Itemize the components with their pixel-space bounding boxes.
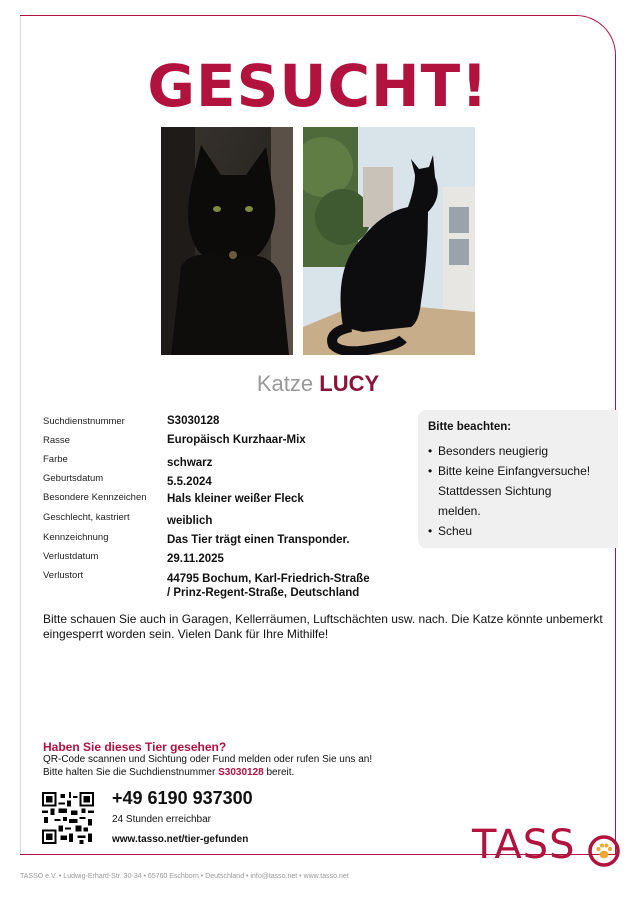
notes-item-continued: Stattdessen Sichtung [438,484,552,498]
detail-value: S3030128 [167,415,220,427]
detail-label: Besondere Kennzeichen [43,492,147,503]
poster-title: GESUCHT! [147,52,489,120]
notes-item: • Scheu [428,521,608,541]
detail-label: Kennzeichnung [43,532,109,543]
contact-heading: Haben Sie dieses Tier gesehen? [43,740,227,754]
notes-item-continued: melden. [438,504,481,518]
bullet: • [428,524,433,538]
detail-value-line1: 44795 Bochum, Karl-Friedrich-Straße [167,573,370,585]
animal-species: Katze [256,371,314,396]
detail-value: Das Tier trägt einen Transponder. [167,534,350,546]
logo-text: TASS [472,822,576,868]
contact-reference-number: S3030128 [218,767,264,778]
cat-photo-2 [303,127,475,355]
detail-value: Hals kleiner weißer Fleck [167,493,304,505]
notes-title: Bitte beachten: [428,421,512,433]
detail-label: Verlustdatum [43,551,99,562]
bullet: • [428,444,433,458]
notes-item: • Besonders neugierig [428,441,608,461]
notes-list [428,441,608,541]
detail-label: Geburtsdatum [43,473,104,484]
animal-name [0,371,636,397]
detail-label: Rasse [43,435,70,446]
detail-label: Farbe [43,454,68,465]
detail-value: weiblich [167,515,213,527]
website-link[interactable]: www.tasso.net/tier-gefunden [112,834,249,845]
detail-label: Verlustort [43,570,84,581]
detail-value: schwarz [167,457,213,469]
detail-value: 5.5.2024 [167,476,212,488]
detail-value: Europäisch Kurzhaar-Mix [167,434,306,446]
animal-call-name: LUCY [319,371,380,396]
detail-label: Geschlecht, kastriert [43,512,130,523]
phone-number[interactable]: +49 6190 937300 [112,788,253,808]
footer-address: TASSO e.V. • Ludwig-Erhard-Str. 30-34 • 65760 Eschborn • Deutschland • info@tasso.net • www.tasso.net [20,873,349,880]
notes-item: • Bitte keine Einfangversuche! [428,461,608,481]
qr-code-icon[interactable] [42,792,94,844]
contact-reference: Bitte halten Sie die Suchdienstnummer S3030128 bereit. [43,767,295,778]
tasso-logo [472,822,622,878]
detail-label: Suchdienstnummer [43,416,125,427]
description: Bitte schauen Sie auch in Garagen, Kellerräumen, Luftschächten usw. nach. Die Katze könnte unbemerkt eingesperrt worden sein. Vielen Dank für Ihre Mithilfe! [43,612,603,641]
paw-o-icon [587,834,621,868]
notes-box [418,410,618,548]
detail-value-line2: / Prinz-Regent-Straße, Deutschland [167,587,360,599]
availability-text: 24 Stunden erreichbar [112,814,211,825]
contact-instructions: QR-Code scannen und Sichtung oder Fund melden oder rufen Sie uns an! [43,754,373,765]
bullet: • [428,464,433,478]
cat-photo-1 [161,127,293,355]
detail-value: 29.11.2025 [167,553,224,565]
